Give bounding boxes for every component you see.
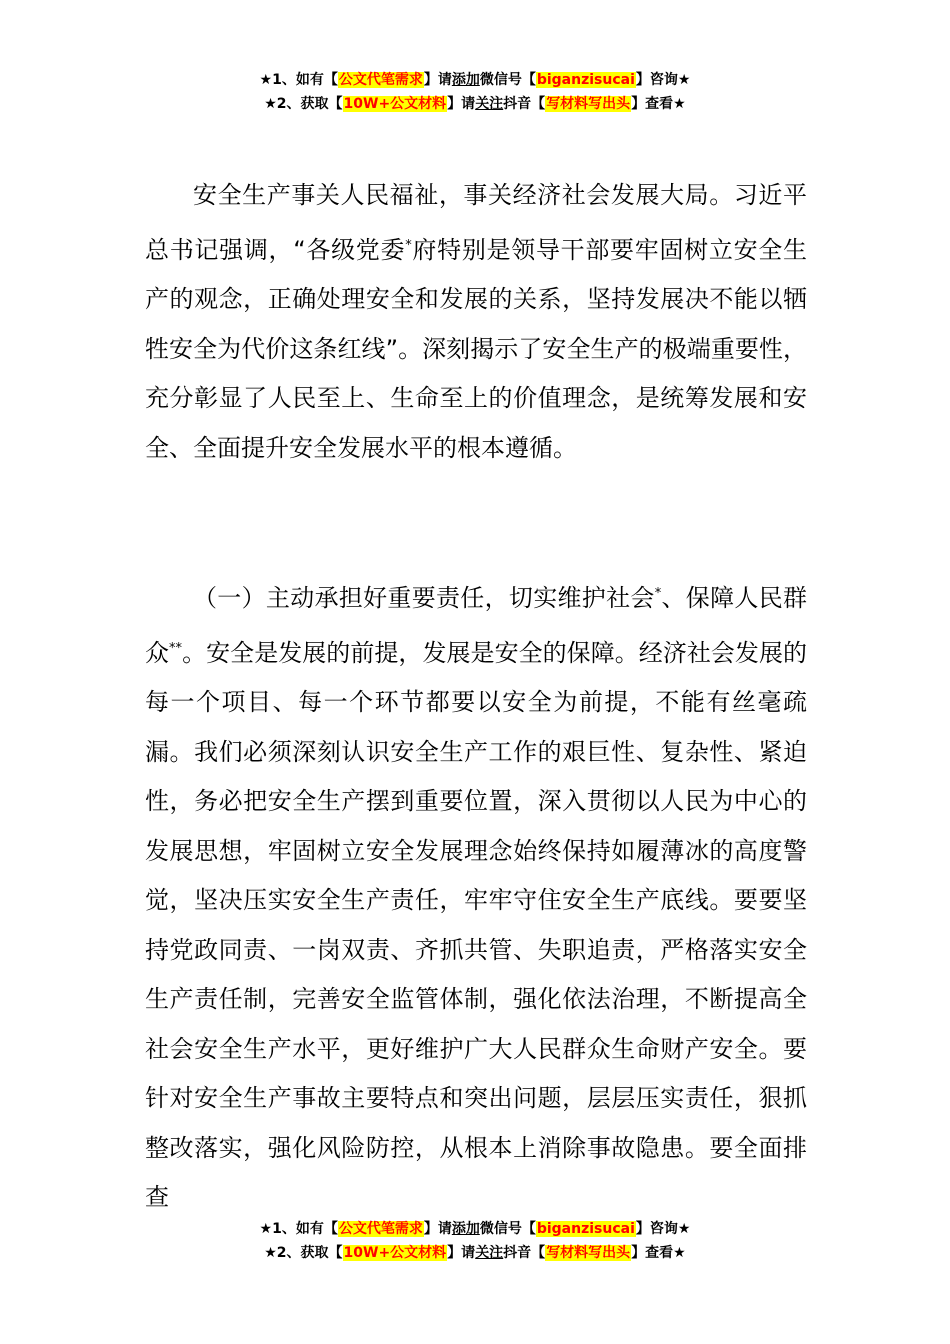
- promo-highlight: 公文代笔需求: [338, 72, 423, 88]
- paragraph-text: 安全生产事关人民福祉，事关经济社会发展大局。习近平总书记强调，“各级党委: [145, 181, 807, 264]
- paragraph-text: 府特别是领导干部要牢固树立安全生产的观念，正确处理安全和发展的关系，坚持发展决不能以牺牲安全为代价这条红线”。深刻揭示了安全生产的极端重要性，充分彰显了人民至上、生命至上的价值理念，是统筹发展和安全、全面提升安全发展水平的根本遵循。: [145, 235, 807, 462]
- promo-line-1: [0, 1217, 950, 1241]
- redaction-mark: **: [169, 640, 183, 656]
- body-paragraph-2: [145, 569, 807, 1223]
- promo-text: 】咨询★: [635, 1221, 691, 1237]
- footer-promo-banner: [0, 1217, 950, 1265]
- promo-text: 微信号【: [479, 72, 536, 88]
- promo-line-1: [0, 68, 950, 92]
- promo-underlined-text: 关注: [475, 96, 504, 112]
- promo-text: 抖音【: [503, 96, 546, 112]
- promo-text: ★2、获取【: [264, 1245, 343, 1261]
- promo-highlight-douyin-id: 写材料写出头: [546, 96, 631, 112]
- promo-text: ★1、如有【: [259, 1221, 338, 1237]
- header-promo-banner: [0, 68, 950, 116]
- promo-text: ★1、如有【: [259, 72, 338, 88]
- promo-text: 】请: [423, 1221, 452, 1237]
- promo-text: 抖音【: [503, 1245, 546, 1261]
- promo-underlined-text: 添加: [451, 1221, 480, 1237]
- promo-highlight-wechat-id: biganzisucai: [536, 72, 635, 88]
- body-paragraph-1: [145, 171, 807, 473]
- promo-text: ★2、获取【: [264, 96, 343, 112]
- promo-text: 】请: [447, 96, 476, 112]
- promo-highlight: 10W+公文材料: [343, 1245, 447, 1261]
- promo-text: 】请: [423, 72, 452, 88]
- promo-underlined-text: 添加: [451, 72, 480, 88]
- paragraph-text: （一）主动承担好重要责任，切实维护社会: [193, 584, 655, 612]
- promo-highlight: 10W+公文材料: [343, 96, 447, 112]
- promo-text: 】查看★: [631, 96, 686, 112]
- promo-text: 微信号【: [479, 1221, 536, 1237]
- paragraph-text: 。安全是发展的前提，发展是安全的保障。经济社会发展的每一个项目、每一个环节都要以安全为前提，不能有丝毫疏漏。我们必须深刻认识安全生产工作的艰巨性、复杂性、紧迫性，务必把安全生产摆到重要位置，深入贯彻以人民为中心的发展思想，牢固树立安全发展理念始终保持如履薄冰的高度警觉，坚决压实安全生产责任，牢牢守住安全生产底线。要要坚持党政同责、一岗双责、齐抓共管、失职追责，严格落实安全生产责任制，完善安全监管体制，强化依法治理，不断提高全社会安全生产水平，更好维护广大人民群众生命财产安全。要针对安全生产事故主要特点和突出问题，层层压实责任，狠抓整改落实，强化风险防控，从根本上消除事故隐患。要全面排查: [145, 638, 808, 1211]
- promo-underlined-text: 关注: [475, 1245, 504, 1261]
- promo-text: 】查看★: [631, 1245, 686, 1261]
- promo-highlight-douyin-id: 写材料写出头: [546, 1245, 631, 1261]
- promo-text: 】请: [447, 1245, 476, 1261]
- promo-highlight-wechat-id: biganzisucai: [536, 1221, 635, 1237]
- promo-text: 】咨询★: [635, 72, 691, 88]
- promo-line-2: [0, 92, 950, 116]
- promo-line-2: [0, 1241, 950, 1265]
- paragraph-text: 、保障人民群众: [145, 584, 808, 667]
- redaction-mark: *: [654, 586, 662, 601]
- redaction-mark: *: [405, 237, 412, 253]
- promo-highlight: 公文代笔需求: [338, 1221, 423, 1237]
